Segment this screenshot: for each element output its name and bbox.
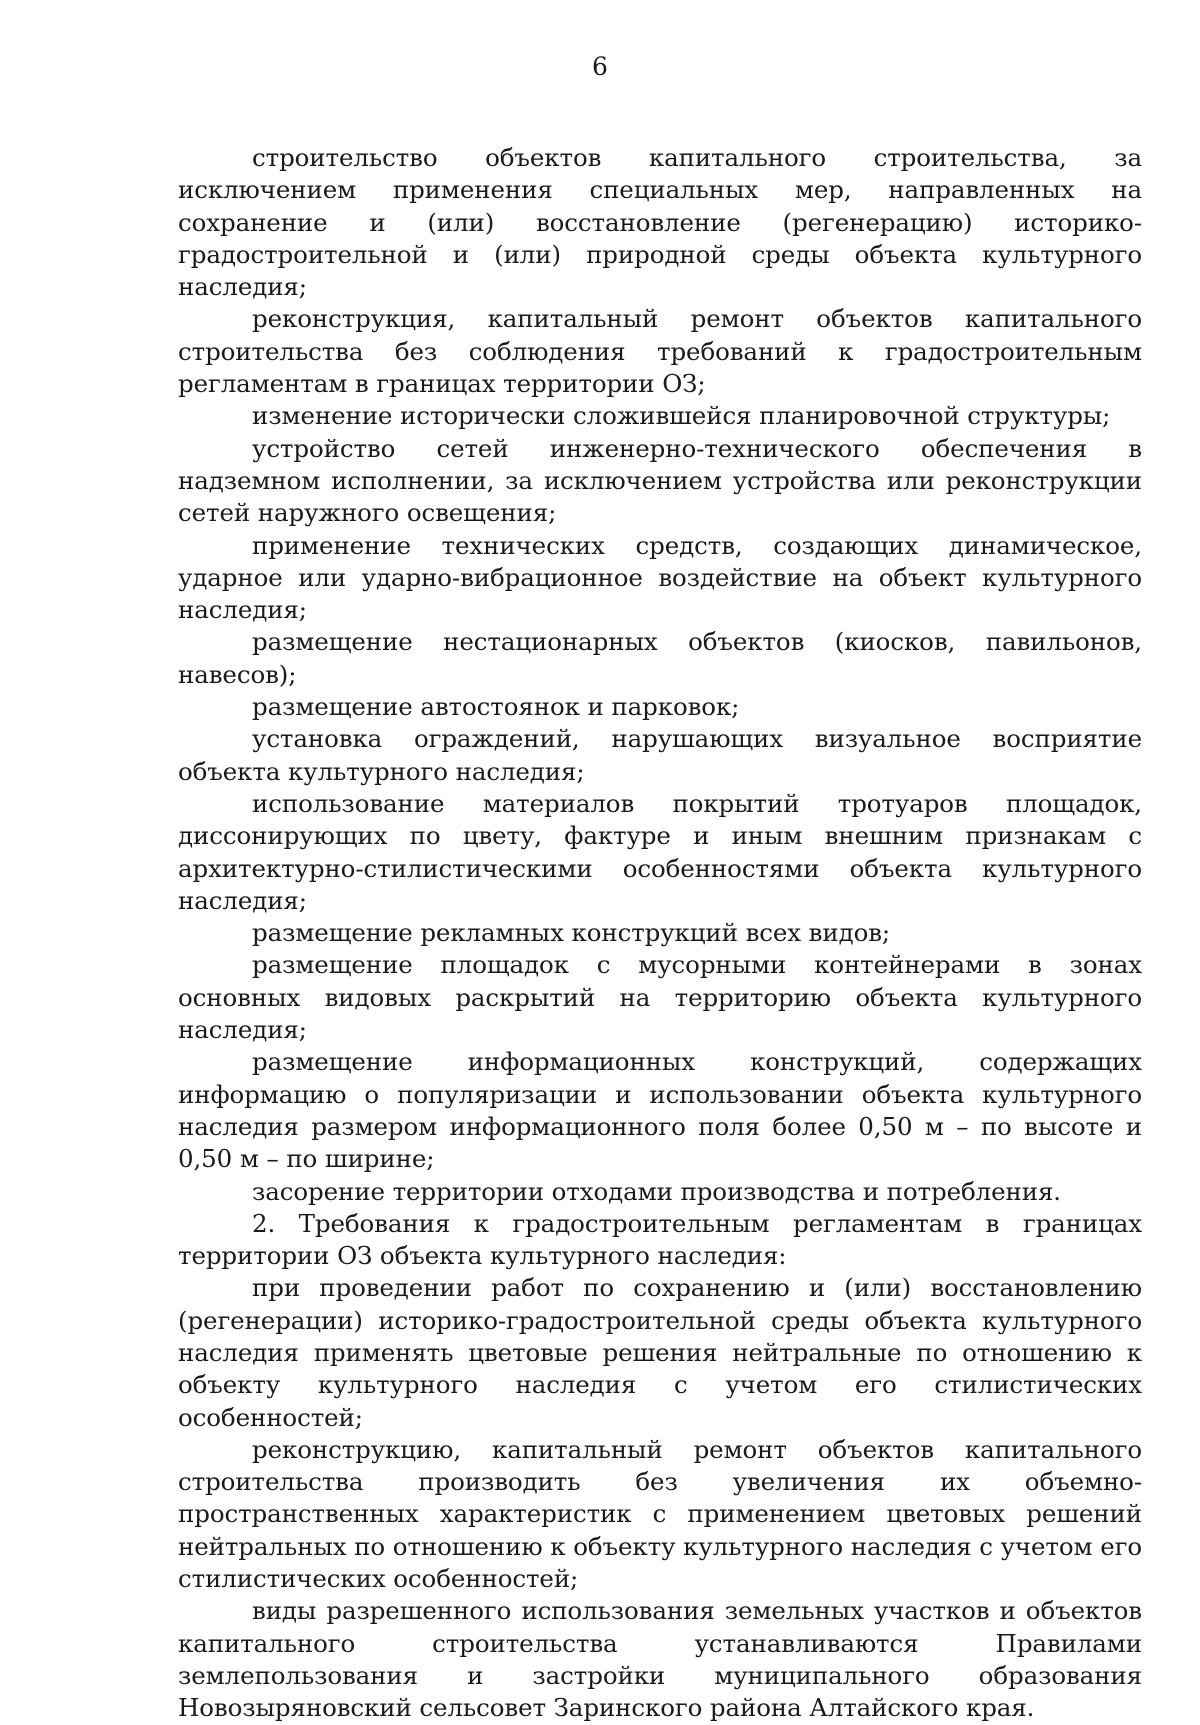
paragraph-prohibition-planning-structure: изменение исторически сложившейся планировочной структуры;: [252, 401, 1111, 431]
document-body: [178, 142, 1142, 1725]
paragraph-prohibition-reconstruction: реконструкция, капитальный ремонт объектов капитального строительства без соблюдения требований к градостроительным регламентам в границах территории ОЗ;: [178, 304, 1142, 399]
paragraph-prohibition-pavement-materials: использование материалов покрытий тротуаров площадок, диссонирующих по цвету, фактуре и иным внешним признакам с архитектурно-стилистическими особенностями объекта культурного наследия;: [178, 788, 1142, 915]
paragraph-prohibition-fences: установка ограждений, нарушающих визуальное восприятие объекта культурного наследия;: [178, 724, 1142, 786]
paragraph-prohibition-waste-containers: размещение площадок с мусорными контейнерами в зонах основных видовых раскрытий на территорию объекта культурного наследия;: [178, 950, 1142, 1045]
paragraph-prohibition-non-stationary-objects: размещение нестационарных объектов (киосков, павильонов, навесов);: [178, 627, 1142, 689]
page-number: 6: [592, 52, 608, 81]
paragraph-prohibition-overhead-networks: устройство сетей инженерно-технического обеспечения в надземном исполнении, за исключением устройства или реконструкции сетей наружного освещения;: [178, 433, 1142, 528]
paragraph-prohibition-littering: засорение территории отходами производства и потребления.: [252, 1176, 1061, 1206]
paragraph-requirement-color-solutions: при проведении работ по сохранению и (или) восстановлению (регенерации) историко-градостроительной среды объекта культурного наследия применять цветовые решения нейтральные по отношению к объекту культурного наследия с учетом его стилистических особенностей;: [178, 1273, 1142, 1432]
paragraph-prohibition-information-structures: размещение информационных конструкций, содержащих информацию о популяризации и использовании объекта культурного наследия размером информационного поля более 0,50 м – по высоте и 0,50 м – по ширине;: [178, 1047, 1142, 1174]
paragraph-requirement-permitted-use: виды разрешенного использования земельных участков и объектов капитального строительства устанавливаются Правилами землепользования и застройки муниципального образования Новозыряновский сельсовет Заринского района Алтайского края.: [178, 1596, 1142, 1723]
paragraph-prohibition-construction: строительство объектов капитального строительства, за исключением применения специальных мер, направленных на сохранение и (или) восстановление (регенерацию) историко-градостроительной и (или) природной среды объекта культурного наследия;: [178, 143, 1142, 302]
paragraph-section-2-heading: 2. Требования к градостроительным регламентам в границах территории ОЗ объекта культурного наследия:: [178, 1208, 1142, 1271]
paragraph-requirement-reconstruction: реконструкцию, капитальный ремонт объектов капитального строительства производить без увеличения их объемно-пространственных характеристик с применением цветовых решений нейтральных по отношению к объекту культурного наследия с учетом его стилистических особенностей;: [178, 1434, 1142, 1594]
paragraph-prohibition-dynamic-impact: применение технических средств, создающих динамическое, ударное или ударно-вибрационное воздействие на объект культурного наследия;: [178, 530, 1142, 625]
paragraph-prohibition-advertising: размещение рекламных конструкций всех видов;: [252, 918, 891, 948]
paragraph-prohibition-parking: размещение автостоянок и парковок;: [252, 692, 740, 722]
